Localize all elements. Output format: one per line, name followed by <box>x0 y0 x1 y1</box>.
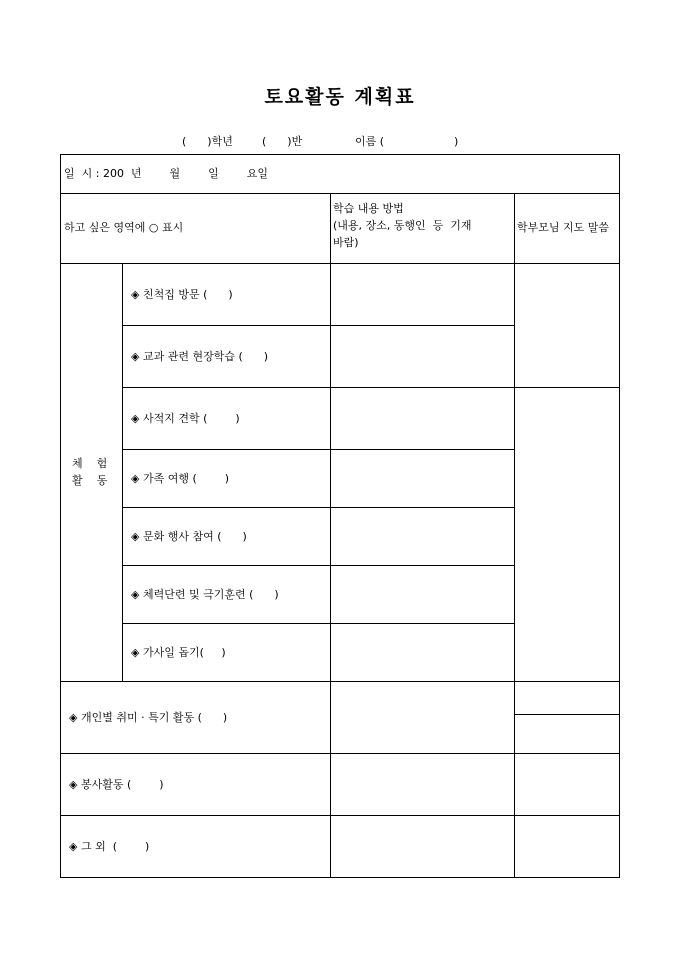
activity-other[interactable]: ◈ 그 외 ( ) <box>69 840 150 853</box>
class-field[interactable]: ( )반 <box>262 135 303 148</box>
method-header-line2: (내용, 장소, 동행인 등 기재 <box>333 219 472 232</box>
activity-relative-visit[interactable]: ◈ 친척집 방문 ( ) <box>131 288 233 301</box>
name-field[interactable]: 이름 ( ) <box>355 135 459 148</box>
activity-field-study[interactable]: ◈ 교과 관련 현장학습 ( ) <box>131 350 269 363</box>
experience-label-line1: 체 험 <box>72 457 108 470</box>
activity-fitness-training[interactable]: ◈ 체력단련 및 극기훈련 ( ) <box>131 588 279 601</box>
parent-header: 학부모님 지도 말씀 <box>517 221 610 234</box>
experience-label-line2: 활 동 <box>72 474 108 487</box>
activity-hobby[interactable]: ◈ 개인별 취미 · 특기 활동 ( ) <box>69 711 228 724</box>
activity-family-trip[interactable]: ◈ 가족 여행 ( ) <box>131 472 230 485</box>
method-header-line3: 바람) <box>333 236 359 249</box>
grade-field[interactable]: ( )학년 <box>182 135 233 148</box>
page-title: 토요활동 계획표 <box>264 86 416 108</box>
activity-historic-site[interactable]: ◈ 사적지 견학 ( ) <box>131 412 240 425</box>
activity-cultural-event[interactable]: ◈ 문화 행사 참여 ( ) <box>131 530 247 543</box>
activity-volunteer[interactable]: ◈ 봉사활동 ( ) <box>69 778 164 791</box>
activity-housework[interactable]: ◈ 가사일 돕기( ) <box>131 646 226 659</box>
method-header-line1: 학습 내용 방법 <box>333 202 404 215</box>
date-row[interactable]: 일 시 : 200 년 월 일 요일 <box>64 167 268 180</box>
area-header: 하고 싶은 영역에 ○ 표시 <box>64 221 184 234</box>
